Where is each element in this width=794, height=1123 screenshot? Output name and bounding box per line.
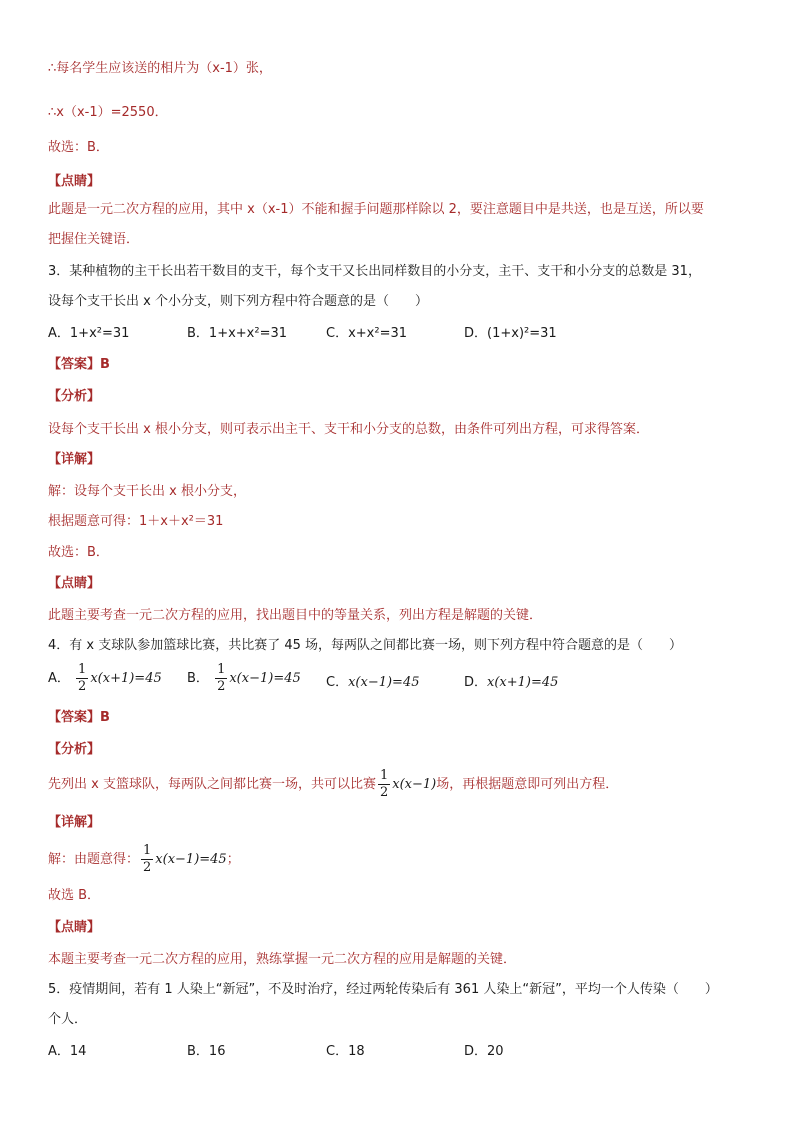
option-a: A． $\frac{1}{2}$ x(x+1)=45	[48, 662, 162, 694]
question-4: 4．有 x 支球队参加篮球比赛，共比赛了 45 场，每两队之间都比赛一场，则下列方程中符合题意的是（ ）	[48, 638, 683, 653]
dianjing-4-text: 本题主要考查一元二次方程的应用，熟练掌握一元二次方程的应用是解题的关键．	[48, 952, 517, 967]
solution-line-2: ∴x（x-1）=2550．	[48, 105, 168, 120]
dianjing-text-line-1: 此题是一元二次方程的应用，其中 x（x-1）不能和握手问题那样除以 2，要注意题目中是共送，也是互送，所以要	[48, 202, 704, 217]
question-5-line-1: 5．疫情期间，若有 1 人染上“新冠”，不及时治疗，经过两轮传染后有 361 人染上“新冠”，平均一个人传染（ ）	[48, 982, 718, 997]
heading-dianjing: 【点睛】	[48, 576, 101, 591]
question-3-line-2: 设每个支干长出 x 个小分支，则下列方程中符合题意的是（ ）	[48, 294, 428, 309]
xiangjie-3-line-1: 解：设每个支干长出 x 根小分支，	[48, 484, 246, 499]
option-b: B． $\frac{1}{2}$ x(x−1)=45	[187, 662, 301, 694]
option-d: D．(1+x)²=31	[464, 326, 557, 341]
heading-dianjing: 【点睛】	[48, 174, 101, 189]
xiangjie-4-line-1: 解：由题意得： $\frac{1}{2}$ x(x−1)=45；	[48, 843, 240, 875]
option-c: C．18	[326, 1044, 365, 1059]
heading-dianjing: 【点睛】	[48, 920, 101, 935]
heading-xiangjie: 【详解】	[48, 815, 101, 830]
dianjing-text-line-2: 把握住关键语．	[48, 232, 140, 247]
option-c: C．x+x²=31	[326, 326, 408, 341]
option-a: A．1+x²=31	[48, 326, 130, 341]
heading-xiangjie: 【详解】	[48, 452, 101, 467]
heading-fenxi: 【分析】	[48, 742, 101, 757]
question-3-line-1: 3．某种植物的主干长出若干数目的支干，每个支干又长出同样数目的小分支，主干、支干和小分支的总数是 31，	[48, 264, 701, 279]
solution-line-1: ∴每名学生应该送的相片为（x-1）张，	[48, 61, 272, 76]
option-d: D．x(x+1)=45	[464, 675, 559, 690]
option-d: D．20	[464, 1044, 504, 1059]
heading-fenxi: 【分析】	[48, 389, 101, 404]
xiangjie-3-line-2: 根据题意可得：1＋x＋x²＝31	[48, 514, 224, 529]
xiangjie-3-line-3: 故选：B．	[48, 545, 109, 560]
fenxi-4-text: 先列出 x 支篮球队，每两队之间都比赛一场，共可以比赛 $\frac{1}{2}$ x(x−1)场，再根据题意即可列出方程．	[48, 768, 619, 800]
dianjing-3-text: 此题主要考查一元二次方程的应用，找出题目中的等量关系，列出方程是解题的关键．	[48, 608, 543, 623]
answer-3: 【答案】B	[48, 357, 110, 372]
fenxi-3-text: 设每个支干长出 x 根小分支，则可表示出主干、支干和小分支的总数，由条件可列出方程，可求得答案．	[48, 422, 649, 437]
answer-4: 【答案】B	[48, 710, 110, 725]
option-b: B．16	[187, 1044, 226, 1059]
solution-line-3: 故选：B．	[48, 140, 109, 155]
question-5-line-2: 个人．	[48, 1012, 88, 1027]
option-c: C．x(x−1)=45	[326, 675, 420, 690]
xiangjie-4-line-2: 故选 B．	[48, 888, 101, 903]
option-b: B．1+x+x²=31	[187, 326, 288, 341]
option-a: A．14	[48, 1044, 87, 1059]
